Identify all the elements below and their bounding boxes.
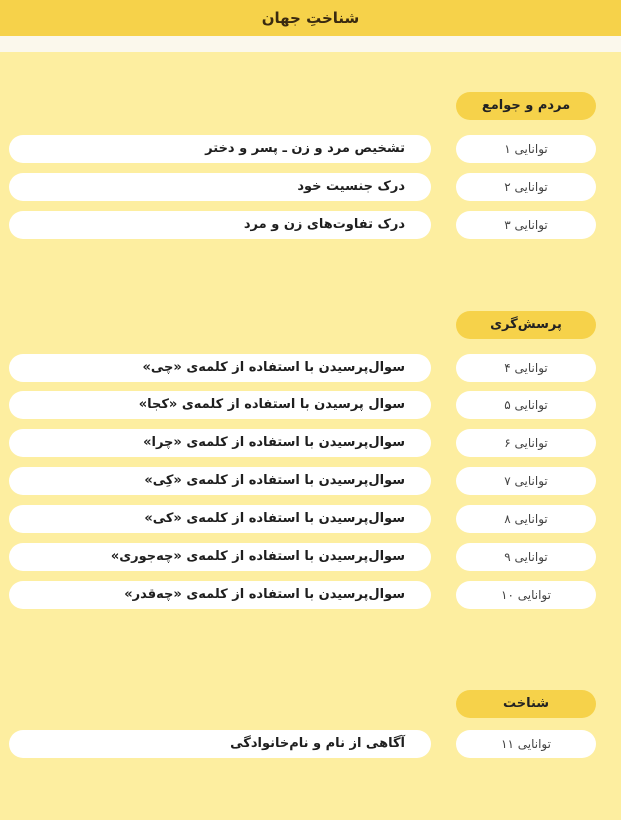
skill-text: سوال‌پرسیدن با استفاده از کلمه‌ی «کی» (9, 505, 431, 533)
skill-number: توانایی ۳ (456, 211, 596, 239)
skill-number: توانایی ۱۱ (456, 730, 596, 758)
skill-number: توانایی ۸ (456, 505, 596, 533)
skill-text: سوال‌پرسیدن با استفاده از کلمه‌ی «کِی» (9, 467, 431, 495)
skill-number: توانایی ۹ (456, 543, 596, 571)
skill-text: درک تفاوت‌های زن و مرد (9, 211, 431, 239)
skill-text: سوال‌پرسیدن با استفاده از کلمه‌ی «چه‌قدر» (9, 581, 431, 609)
skill-number: توانایی ۱ (456, 135, 596, 163)
skill-number: توانایی ۴ (456, 354, 596, 382)
header-bar (0, 0, 621, 36)
skill-number: توانایی ۷ (456, 467, 596, 495)
section-title-people: مردم و جوامع (456, 92, 596, 120)
skill-text: سوال‌پرسیدن با استفاده از کلمه‌ی «چی» (9, 354, 431, 382)
skill-text: آگاهی از نام و نام‌خانوادگی (9, 730, 431, 758)
section-title-questioning: پرسش‌گری (456, 311, 596, 339)
skill-text: سوال پرسیدن با استفاده از کلمه‌ی «کجا» (9, 391, 431, 419)
page-title: شناختِ جهان (261, 9, 360, 27)
skill-text: درک جنسیت خود (9, 173, 431, 201)
skill-number: توانایی ۵ (456, 391, 596, 419)
skill-number: توانایی ۱۰ (456, 581, 596, 609)
section-title-cognition: شناخت (456, 690, 596, 718)
skill-text: سوال‌پرسیدن با استفاده از کلمه‌ی «چرا» (9, 429, 431, 457)
skill-text: سوال‌پرسیدن با استفاده از کلمه‌ی «چه‌جوری» (9, 543, 431, 571)
skill-number: توانایی ۶ (456, 429, 596, 457)
skill-number: توانایی ۲ (456, 173, 596, 201)
skill-text: تشخیص مرد و زن ـ پسر و دختر (9, 135, 431, 163)
header-divider (0, 36, 621, 52)
